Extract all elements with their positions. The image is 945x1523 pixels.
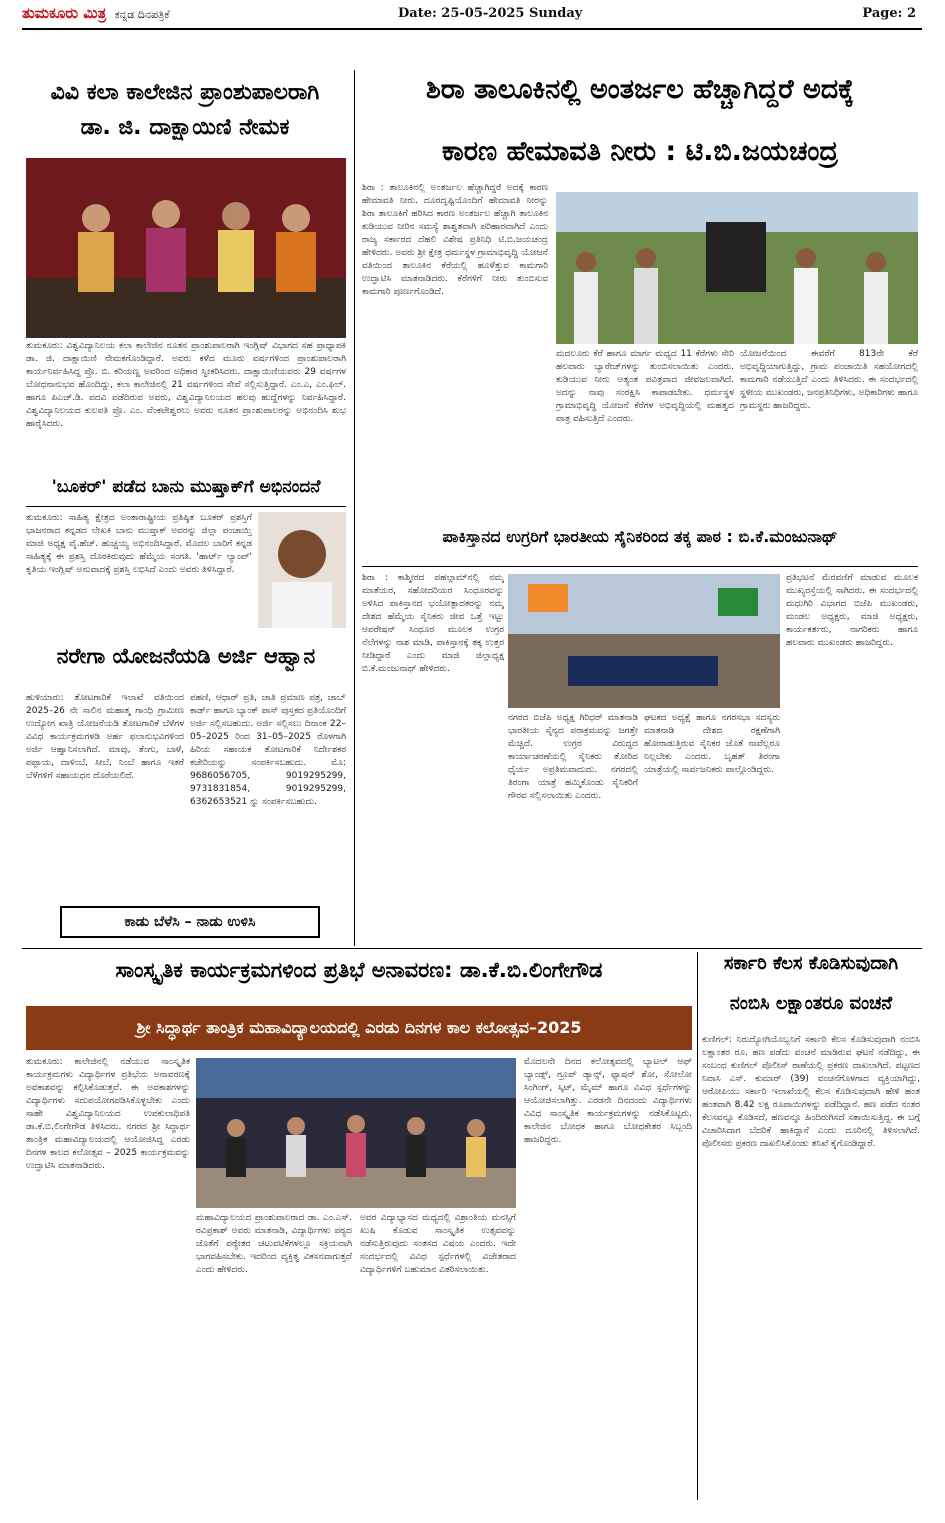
- booker-rule: [26, 506, 346, 507]
- booker-portrait: [258, 512, 346, 628]
- principal-headline-2: ಡಾ. ಜಿ. ದಾಕ್ಷಾಯಿಣಿ ನೇಮಕ: [80, 115, 290, 140]
- lingegowda-body-2: ಮಹಾವಿದ್ಯಾಲಯದ ಪ್ರಾಂಶುಪಾಲರಾದ ಡಾ. ಎಂ.ಎಸ್. ರವಿಪ್ರಕಾಶ್ ಅವರು ಮಾತನಾಡಿ, ವಿದ್ಯಾರ್ಥಿಗಳು ಪಠ್ಯದ ಜೊತೆಗೆ ಪಠ್ಯೇತರ ಚಟುವಟಿಕೆಗಳಲ್ಲೂ ಸಕ್ರಿಯವಾಗಿ ಭಾಗವಹಿಸಬೇಕು. ಇದರಿಂದ ವ್ಯಕ್ತಿತ್ವ ವಿಕಸನವಾಗುತ್ತದೆ ಎಂದು ಹೇಳಿದರು.: [196, 1213, 352, 1276]
- pakistan-body-1b: [362, 712, 504, 944]
- hemavathi-headline-1: ಶಿರಾ ತಾಲೂಕಿನಲ್ಲಿ ಅಂತರ್ಜಲ ಹೆಚ್ಚಾಗಿದ್ದರೆ ಅದಕ್ಕೆ: [425, 74, 855, 105]
- principal-headline-1: ವಿವಿ ಕಲಾ ಕಾಲೇಜಿನ ಪ್ರಾಂಶುಪಾಲರಾಗಿ: [50, 80, 320, 105]
- fraud-headline-2: ನಂಬಿಸಿ ಲಕ್ಷಾಂತರೂ ವಂಚನೆ: [729, 993, 893, 1014]
- page-number: Page: 2: [862, 6, 916, 21]
- nrega-headline: ನರೇಗಾ ಯೋಜನೆಯಡಿ ಅರ್ಜಿ ಆಹ್ವಾನ: [56, 644, 316, 668]
- pakistan-body-2: ನಗರದ ಬಿಜೆಪಿ ಅಧ್ಯಕ್ಷ ಗಿರಿಧರ್ ಮಾತನಾಡಿ ಭಾರತೀಯ ಸೈನ್ಯದ ಪರಾಕ್ರಮವನ್ನು ಜಗತ್ತೇ ಮೆಚ್ಚಿದೆ. ಉಗ್ರರ ವಿರುದ್ಧದ ಕಾರ್ಯಾಚರಣೆಯಲ್ಲಿ ಸೈನಿಕರು ತೋರಿದ ಧೈರ್ಯ ಅಪ್ರತಿಮವಾದುದು. ನಗರದಲ್ಲಿ ತಿರಂಗಾ ಯಾತ್ರೆ ಹಮ್ಮಿಕೊಂಡು ಸೈನಿಕರಿಗೆ ಗೌರವ ಸಲ್ಲಿಸಲಾಯಿತು ಎಂದರು.: [508, 713, 638, 802]
- hemavathi-photo: [556, 192, 918, 344]
- fraud-body: ಕುಣಿಗಲ್: ನಿರುದ್ಯೋಗಿಯೊಬ್ಬನಿಗೆ ಸರ್ಕಾರಿ ಕೆಲಸ ಕೊಡಿಸುವುದಾಗಿ ನಂಬಿಸಿ ಲಕ್ಷಾಂತರ ರೂ. ಹಣ ಪಡೆದು ವಂಚನೆ ಮಾಡಿರುವ ಘಟನೆ ನಡೆದಿದ್ದು, ಈ ಸಂಬಂಧ ಕುಣಿಗಲ್ ಪೊಲೀಸ್ ಠಾಣೆಯಲ್ಲಿ ಪ್ರಕರಣ ದಾಖಲಾಗಿದೆ. ಪಟ್ಟಣದ ನಿವಾಸಿ ಎಸ್. ಕುಮಾರ್ (39) ವಂಚನೆಗೊಳಗಾದ ವ್ಯಕ್ತಿಯಾಗಿದ್ದು, ಆರೋಪಿಯು ಸರ್ಕಾರಿ ಇಲಾಖೆಯಲ್ಲಿ ಕೆಲಸ ಕೊಡಿಸುವುದಾಗಿ ಹೇಳಿ ಹಂತ ಹಂತವಾಗಿ 8.42 ಲಕ್ಷ ರೂಪಾಯಿಗಳನ್ನು ಪಡೆದಿದ್ದಾನೆ. ಹಣ ಪಡೆದ ನಂತರ ಕೆಲಸವನ್ನೂ ಕೊಡಿಸದೆ, ಹಣವನ್ನೂ ಹಿಂದಿರುಗಿಸದೆ ಸತಾಯಿಸುತ್ತಿದ್ದ. ಈ ಬಗ್ಗೆ ವಿಚಾರಿಸಿದಾಗ ಬೆದರಿಕೆ ಹಾಕಿದ್ದಾನೆ ಎಂದು ದೂರಿನಲ್ಲಿ ತಿಳಿಸಲಾಗಿದೆ. ಪೊಲೀಸರು ಪ್ರಕರಣ ದಾಖಲಿಸಿಕೊಂಡು ತನಿಖೆ ಕೈಗೊಂಡಿದ್ದಾರೆ.: [702, 1035, 920, 1150]
- lingegowda-body-4: ಮೊದಲನೇ ದಿನದ ಕಲೋತ್ಸವದಲ್ಲಿ ಬ್ಯಾಟಲ್ ಆಫ್ ಬ್ಯಾಂಡ್ಸ್, ಗ್ರೂಪ್ ಡ್ಯಾನ್ಸ್, ಫ್ಯಾಷನ್ ಶೋ, ಸೋಲೋ ಸಿಂಗಿಂಗ್, ಸ್ಕಿಟ್, ಮೈಮ್ ಹಾಗೂ ವಿವಿಧ ಸ್ಪರ್ಧೆಗಳನ್ನು ಆಯೋಜಿಸಲಾಗಿತ್ತು. ಎರಡನೇ ದಿನದಂದು ವಿದ್ಯಾರ್ಥಿಗಳು ವಿವಿಧ ಸಾಂಸ್ಕೃತಿಕ ಕಾರ್ಯಕ್ರಮಗಳನ್ನು ನಡೆಸಿಕೊಟ್ಟರು. ಕಾಲೇಜಿನ ಬೋಧಕ ಹಾಗೂ ಬೋಧಕೇತರ ಸಿಬ್ಬಂದಿ ಹಾಜರಿದ್ದರು.: [524, 1057, 692, 1146]
- lingegowda-body-3: ಅವರ ವಿದ್ಯಾಭ್ಯಾಸದ ಮಧ್ಯದಲ್ಲಿ ವಿಶ್ರಾಂತಿಯ ಮನಸ್ಸಿಗೆ ಖುಷಿ ಕೊಡುವ ಸಾಂಸ್ಕೃತಿಕ ಉತ್ಸವವನ್ನು ನಡೆಸುತ್ತಿರುವುದು ಸಂತಸದ ವಿಷಯ ಎಂದರು. ಇದೇ ಸಂದರ್ಭದಲ್ಲಿ ವಿವಿಧ ಸ್ಪರ್ಧೆಗಳಲ್ಲಿ ವಿಜೇತರಾದ ವಿದ್ಯಾರ್ಥಿಗಳಿಗೆ ಬಹುಮಾನ ವಿತರಿಸಲಾಯಿತು.: [360, 1213, 516, 1276]
- nrega-body-2: ಪಹಣಿ, ಆಧಾರ್ ಪ್ರತಿ, ಜಾತಿ ಪ್ರಮಾಣ ಪತ್ರ, ಜಾಬ್ ಕಾರ್ಡ್ ಹಾಗೂ ಬ್ಯಾಂಕ್ ಪಾಸ್ ಪುಸ್ತಕದ ಪ್ರತಿಯೊಂದಿಗೆ ಅರ್ಜಿ ಸಲ್ಲಿಸಬಹುದು. ಅರ್ಜಿ ಸಲ್ಲಿಸಲು ದಿನಾಂಕ 22–05–2025 ರಿಂದ 31–05–2025 ರೊಳಗಾಗಿ ಹಿರಿಯ ಸಹಾಯಕ ತೋಟಗಾರಿಕೆ ನಿರ್ದೇಶಕರ ಕಚೇರಿಯನ್ನು ಸಂಪರ್ಕಿಸಬಹುದು. ಮೊ: 9686056705, 9019295299, 9731831854, 9019295299, 6362653521 ನ್ನು ಸಂಪರ್ಕಿಸಬಹುದು.: [190, 693, 346, 808]
- hemavathi-headline-2: ಕಾರಣ ಹೇಮಾವತಿ ನೀರು : ಟಿ.ಬಿ.ಜಯಚಂದ್ರ: [442, 136, 838, 167]
- pakistan-body-4: ಪ್ರತಿಭಟನೆ ಮೆರವಣಿಗೆ ಮಾಡುವ ಮೂಲಕ ಮುಖ್ಯರಸ್ತೆಯಲ್ಲಿ ಸಾಗಿದರು. ಈ ಸಂದರ್ಭದಲ್ಲಿ ಮಧುಗಿರಿ ವಿಭಾಗದ ಬಿಜೆಪಿ ಮುಖಂಡರು, ಮಂಡಲ ಅಧ್ಯಕ್ಷರು, ಮಾಜಿ ಅಧ್ಯಕ್ಷರು, ಕಾರ್ಯಕರ್ತರು, ನಾಗರಿಕರು ಹಾಗೂ ಹಲವಾರು ಮುಖಂಡರು ಹಾಜರಿದ್ದರು.: [786, 573, 918, 649]
- paper-subtitle: ಕನ್ನಡ ದಿನಪತ್ರಿಕೆ: [114, 8, 170, 21]
- booker-headline: 'ಬೂಕರ್' ಪಡೆದ ಬಾನು ಮುಷ್ತಾಕ್‌ಗೆ ಅಭಿನಂದನೆ: [51, 477, 321, 497]
- column-divider: [354, 70, 355, 946]
- masthead-rule: [22, 28, 922, 30]
- principal-body: ತುಮಕೂರು: ವಿಶ್ವವಿದ್ಯಾನಿಲಯ ಕಲಾ ಕಾಲೇಜಿನ ನೂತನ ಪ್ರಾಂಶುಪಾಲರಾಗಿ ಇಂಗ್ಲಿಷ್ ವಿಭಾಗದ ಸಹ ಪ್ರಾಧ್ಯಾಪಕಿ ಡಾ. ಜಿ. ದಾಕ್ಷಾಯಿಣಿ ನೇಮಕಗೊಂಡಿದ್ದಾರೆ. ಅವರು ಕಳೆದ ಮೂರು ವರ್ಷಗಳಿಂದ ಪ್ರಾಂಶುಪಾಲರಾಗಿ ಕಾರ್ಯನಿರ್ವಹಿಸಿದ್ದ ಪ್ರೊ. ಬಿ. ಕರಿಯಣ್ಣ ಅವರಿಂದ ಅಧಿಕಾರ ಸ್ವೀಕರಿಸಿದರು. ದಾಕ್ಷಾಯಿಣಿಯವರು 29 ವರ್ಷಗಳ ಬೋಧನಾನುಭವ ಹೊಂದಿದ್ದು, ಕಲಾ ಕಾಲೇಜಿನಲ್ಲಿ 21 ವರ್ಷಗಳಿಂದ ಸೇವೆ ಸಲ್ಲಿಸುತ್ತಿದ್ದಾರೆ. ಎಂ.ಎ, ಎಂ.ಫಿಲ್. ಹಾಗೂ ಪಿಎಚ್.ಡಿ. ಪದವಿ ಪಡೆದಿರುವ ಅವರು, ವಿಶ್ವವಿದ್ಯಾನಿಲಯದ ಹಲವು ಹುದ್ದೆಗಳನ್ನು ನಿರ್ವಹಿಸಿದ್ದಾರೆ. ವಿಶ್ವವಿದ್ಯಾನಿಲಯದ ಕುಲಪತಿ ಪ್ರೊ. ಎಂ. ವೆಂಕಟೇಶ್ವರಲು ಅವರು ನೂತನ ಪ್ರಾಂಶುಪಾಲರನ್ನು ಅಭಿನಂದಿಸಿ ಶುಭ ಹಾರೈಸಿದರು.: [26, 341, 346, 430]
- hemavathi-body-1: ಶಿರಾ : ತಾಲೂಕಿನಲ್ಲಿ ಅಂತರ್ಜಲ ಹೆಚ್ಚಾಗಿದ್ದರೆ ಅದಕ್ಕೆ ಕಾರಣ ಹೇಮಾವತಿ ನೀರು. ದೂರದೃಷ್ಟಿಯೊಂದಿಗೆ ಹೇಮಾವತಿ ನೀರನ್ನು ಶಿರಾ ತಾಲೂಕಿಗೆ ಹರಿಸಿದ ಕಾರಣ ಅಂತರ್ಜಲ ಹೆಚ್ಚಾಗಿ ತಾಲೂಕಿನ ಕುಡಿಯುವ ನೀರಿನ ಸಮಸ್ಯೆ ಶಾಶ್ವತವಾಗಿ ಪರಿಹಾರವಾಗಿದೆ ಎಂದು ರಾಜ್ಯ ಸರ್ಕಾರದ ದೆಹಲಿ ವಿಶೇಷ ಪ್ರತಿನಿಧಿ ಟಿ.ಬಿ.ಜಯಚಂದ್ರ ಹೇಳಿದರು. ಅವರು ಶ್ರೀ ಕ್ಷೇತ್ರ ಧರ್ಮಸ್ಥಳ ಗ್ರಾಮಾಭಿವೃದ್ಧಿ ಯೋಜನೆ ವತಿಯಿಂದ ತಾಲೂಕಿನ ಕೆರೆಯಲ್ಲಿ ಹೂಳೆತ್ತುವ ಕಾಮಗಾರಿ ಉದ್ಘಾಟಿಸಿ ಮಾತನಾಡಿದರು. ಕೆರೆಗಳಿಗೆ ನೀರು ತುಂಬಿಸುವ ಕಾಮಗಾರಿ ಪೂರ್ಣಗೊಂಡಿದೆ.: [362, 183, 548, 298]
- lingegowda-headline: ಸಾಂಸ್ಕೃತಿಕ ಕಾರ್ಯಕ್ರಮಗಳಿಂದ ಪ್ರತಿಭೆ ಅನಾವರಣ: ಡಾ.ಕೆ.ಬಿ.ಲಿಂಗೇಗೌಡ: [115, 958, 603, 982]
- principal-photo: [26, 158, 346, 338]
- nrega-body-1: ಹುಳಿಯಾರು: ತೋಟಗಾರಿಕೆ ಇಲಾಖೆ ವತಿಯಿಂದ 2025–26 ನೇ ಸಾಲಿನ ಮಹಾತ್ಮ ಗಾಂಧಿ ಗ್ರಾಮೀಣ ಉದ್ಯೋಗ ಖಾತ್ರಿ ಯೋಜನೆಯಡಿ ತೋಟಗಾರಿಕೆ ಬೆಳೆಗಳ ವಿವಿಧ ಕಾರ್ಯಕ್ರಮಗಳಡಿ ಅರ್ಹ ಫಲಾನುಭವಿಗಳಿಂದ ಅರ್ಜಿ ಆಹ್ವಾನಿಸಲಾಗಿದೆ. ಮಾವು, ತೆಂಗು, ಬಾಳೆ, ಪಪ್ಪಾಯ, ದಾಳಿಂಬೆ, ಸೀಬೆ, ನಿಂಬೆ ಹಾಗೂ ಇತರೆ ಬೆಳೆಗಳಿಗೆ ಸಹಾಯಧನ ದೊರೆಯಲಿದೆ.: [26, 693, 184, 782]
- hemavathi-body-2: ಮದಲೂರು ಕೆರೆ ಹಾಗೂ ಮಾರ್ಗ ಮಧ್ಯದ 11 ಕೆರೆಗಳು ಸೇರಿ ಹಲವಾರು ಬ್ಯಾರೇಜ್‌ಗಳನ್ನು ತುಂಬಿಸಲಾಯಿತು ಎಂದರು. ಕುಡಿಯುವ ನೀರು ಅತ್ಯಂತ ಪವಿತ್ರವಾದ ಜೀವಜಲವಾಗಿದೆ. ಅದನ್ನು ನಾವು ಸಂರಕ್ಷಿಸಿ ಕಾಪಾಡಬೇಕು. ಧರ್ಮಸ್ಥಳ ಗ್ರಾಮಾಭಿವೃದ್ಧಿ ಯೋಜನೆ ಕೆರೆಗಳ ಅಭಿವೃದ್ಧಿಯಲ್ಲಿ ಮಹತ್ವದ ಪಾತ್ರ ವಹಿಸುತ್ತಿದೆ ಎಂದರು.: [556, 349, 734, 425]
- masthead-title: [22, 4, 322, 26]
- kalotsava-banner: ಶ್ರೀ ಸಿದ್ಧಾರ್ಥ ತಾಂತ್ರಿಕ ಮಹಾವಿದ್ಯಾಲಯದಲ್ಲಿ ಎರಡು ದಿನಗಳ ಕಾಲ ಕಲೋತ್ಸವ–2025: [26, 1006, 692, 1050]
- pakistan-photo: [508, 574, 780, 708]
- pakistan-headline: ಪಾಕಿಸ್ತಾನದ ಉಗ್ರರಿಗೆ ಭಾರತೀಯ ಸೈನಿಕರಿಂದ ತಕ್ಕ ಪಾಠ : ಬಿ.ಕೆ.ಮಂಜುನಾಥ್: [442, 527, 838, 546]
- pakistan-rule: [362, 566, 918, 567]
- forest-slogan-box: ಕಾಡು ಬೆಳೆಸಿ – ನಾಡು ಉಳಿಸಿ: [60, 906, 320, 938]
- section-divider: [22, 948, 922, 949]
- booker-body: ತುಮಕೂರು: ಸಾಹಿತ್ಯ ಕ್ಷೇತ್ರದ ಅಂತಾರಾಷ್ಟ್ರೀಯ ಪ್ರತಿಷ್ಠಿತ ಬೂಕರ್ ಪ್ರಶಸ್ತಿಗೆ ಭಾಜನರಾದ ಕನ್ನಡದ ಲೇಖಕಿ ಬಾನು ಮುಷ್ತಾಕ್ ಅವರನ್ನು ಜಿಲ್ಲಾ ಪಂಚಾಯ್ತಿ ಮಾಜಿ ಅಧ್ಯಕ್ಷ ವೈ.ಹೆಚ್. ಹುಚ್ಚಯ್ಯ ಅಭಿನಂದಿಸಿದ್ದಾರೆ. ಮೊದಲ ಬಾರಿಗೆ ಕನ್ನಡ ಸಾಹಿತ್ಯಕ್ಕೆ ಈ ಪ್ರಶಸ್ತಿ ದೊರಕಿರುವುದು ಹೆಮ್ಮೆಯ ಸಂಗತಿ. 'ಹಾರ್ಟ್ ಲ್ಯಾಂಪ್' ಕೃತಿಯ ಇಂಗ್ಲಿಷ್ ಅನುವಾದಕ್ಕೆ ಪ್ರಶಸ್ತಿ ಲಭಿಸಿದೆ ಎಂದು ಅವರು ತಿಳಿಸಿದ್ದಾರೆ.: [26, 513, 252, 576]
- pakistan-body-3: ಘಟಕದ ಅಧ್ಯಕ್ಷೆ ಹಾಗೂ ನಗರಸಭಾ ಸದಸ್ಯರು ಮಾತನಾಡಿ ದೇಶದ ರಕ್ಷಣೆಗಾಗಿ ಹೋರಾಡುತ್ತಿರುವ ಸೈನಿಕರ ಜೊತೆ ನಾವೆಲ್ಲರೂ ನಿಲ್ಲಬೇಕು ಎಂದರು. ಬೃಹತ್ ತಿರಂಗಾ ಯಾತ್ರೆಯಲ್ಲಿ ಸಾರ್ವಜನಿಕರು ಪಾಲ್ಗೊಂಡಿದ್ದರು.: [644, 713, 780, 776]
- pakistan-body-1: ಶಿರಾ : ಕಾಶ್ಮೀರದ ಪಹಲ್ಗಾಮ್‌ನಲ್ಲಿ ನಮ್ಮ ಮಾತೆಯರ, ಸಹೋದರಿಯರ ಸಿಂಧೂರವನ್ನು ಅಳಿಸಿದ ಪಾಕಿಸ್ತಾನದ ಭಯೋತ್ಪಾದಕರನ್ನು ನಮ್ಮ ದೇಶದ ಹೆಮ್ಮೆಯ ಸೈನಿಕರು ಜೀವ ಒತ್ತೆ ಇಟ್ಟು ಆಪರೇಷನ್ ಸಿಂಧೂರ ಮೂಲಕ ಉಗ್ರರ ನೆಲೆಗಳನ್ನು ನಾಶ ಮಾಡಿ, ಪಾಕಿಸ್ತಾನಕ್ಕೆ ತಕ್ಕ ಉತ್ತರ ನೀಡಿದ್ದಾರೆ ಎಂದು ಮಾಜಿ ಜಿಲ್ಲಾಧ್ಯಕ್ಷ ಬಿ.ಕೆ.ಮಂಜುನಾಥ್ ಹೇಳಿದರು.: [362, 573, 504, 675]
- kalotsava-photo: [196, 1058, 516, 1208]
- lingegowda-body-1: ತುಮಕೂರು: ಕಾಲೇಜಿನಲ್ಲಿ ನಡೆಯುವ ಸಾಂಸ್ಕೃತಿಕ ಕಾರ್ಯಕ್ರಮಗಳು ವಿದ್ಯಾರ್ಥಿಗಳ ಪ್ರತಿಭೆಯ ಅನಾವರಣಕ್ಕೆ ಅವಕಾಶವನ್ನು ಕಲ್ಪಿಸಿಕೊಡುತ್ತವೆ. ಈ ಅವಕಾಶಗಳನ್ನು ವಿದ್ಯಾರ್ಥಿಗಳು ಸದುಪಯೋಗಪಡಿಸಿಕೊಳ್ಳಬೇಕು ಎಂದು ಸಾಹೇ ವಿಶ್ವವಿದ್ಯಾನಿಲಯದ ಉಪಕುಲಾಧಿಪತಿ ಡಾ.ಕೆ.ಬಿ.ಲಿಂಗೇಗೌಡ ತಿಳಿಸಿದರು. ನಗರದ ಶ್ರೀ ಸಿದ್ಧಾರ್ಥ ತಾಂತ್ರಿಕ ಮಹಾವಿದ್ಯಾಲಯದಲ್ಲಿ ಆಯೋಜಿಸಿದ್ದ ಎರಡು ದಿನಗಳ ಕಾಲದ ಕಲೋತ್ಸವ – 2025 ಕಾರ್ಯಕ್ರಮವನ್ನು ಉದ್ಘಾಟಿಸಿ ಮಾತನಾಡಿದರು.: [26, 1057, 190, 1172]
- issue-date: Date: 25-05-2025 Sunday: [398, 6, 583, 21]
- column-divider: [697, 952, 698, 1500]
- fraud-headline-1: ಸರ್ಕಾರಿ ಕೆಲಸ ಕೊಡಿಸುವುದಾಗಿ: [723, 953, 899, 974]
- paper-name: ತುಮಕೂರು ಮಿತ್ರ: [22, 4, 107, 22]
- hemavathi-body-3: ಯೋಜನೆಯಿಂದ ಈವರೆಗೆ 813ನೇ ಕೆರೆ ಅಭಿವೃದ್ಧಿಯಾಗುತ್ತಿದ್ದು, ಗ್ರಾಮ ಪಂಚಾಯಿತಿ ಸಹಯೋಗದಲ್ಲಿ ಕಾಮಗಾರಿ ನಡೆಯುತ್ತಿದೆ ಎಂದು ತಿಳಿಸಿದರು. ಈ ಸಂದರ್ಭದಲ್ಲಿ ಸ್ಥಳೀಯ ಮುಖಂಡರು, ಜನಪ್ರತಿನಿಧಿಗಳು, ಅಧಿಕಾರಿಗಳು ಹಾಗೂ ಗ್ರಾಮಸ್ಥರು ಹಾಜರಿದ್ದರು.: [740, 349, 918, 412]
